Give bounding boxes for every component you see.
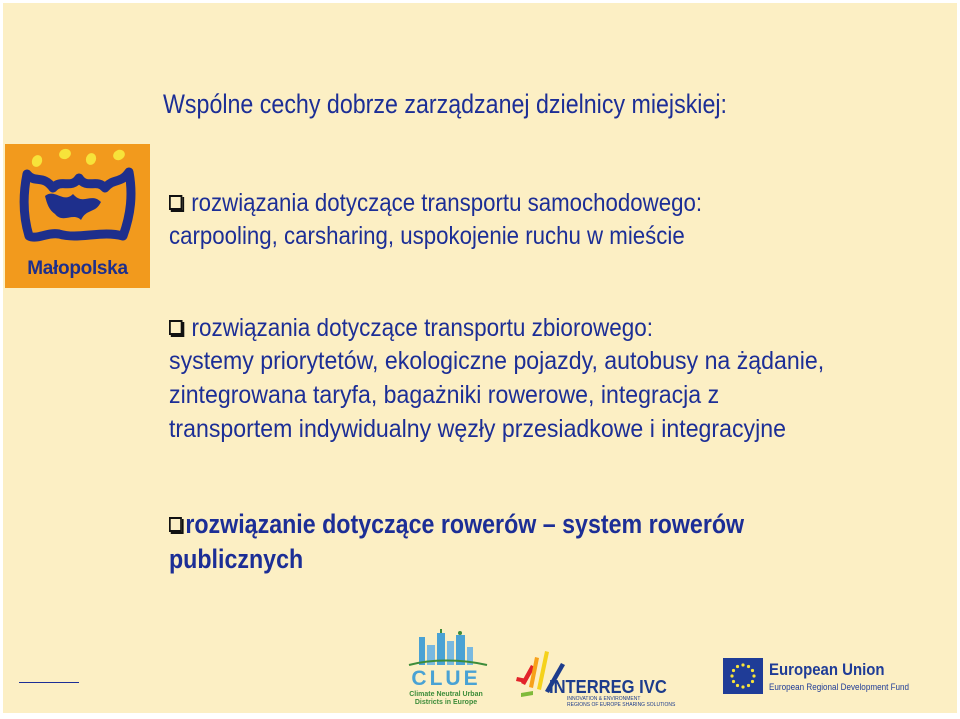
interreg-label: INTERREG IVC bbox=[549, 677, 667, 697]
checkbox-bullet-icon bbox=[169, 320, 183, 335]
eu-fund-label: European Regional Development Fund bbox=[769, 682, 910, 692]
bullet-car-transport bbox=[169, 189, 768, 255]
interreg-logo bbox=[515, 643, 695, 709]
bullet-bicycles bbox=[169, 509, 838, 579]
clue-city-icon bbox=[401, 629, 491, 669]
bullet-text-line: systemy priorytetów, ekologiczne pojazdy, autobusy na żądanie, bbox=[169, 347, 825, 375]
bullet-text-line: carpooling, carsharing, uspokojenie ruchu w mieście bbox=[169, 222, 685, 250]
bullet-text-line: zintegrowana taryfa, bagażniki rowerowe, integracja z bbox=[169, 381, 720, 409]
bullet-heading: rozwiązania dotyczące transportu samochodowego bbox=[191, 189, 696, 217]
eu-flag-icon bbox=[723, 658, 763, 694]
checkbox-bullet-icon bbox=[169, 195, 182, 210]
bullet-heading: rozwiązania dotyczące transportu zbiorowego: bbox=[191, 314, 654, 342]
interreg-subtitle: REGIONS OF EUROPE SHARING SOLUTIONS bbox=[567, 702, 676, 708]
clue-subtitle: Climate Neutral Urban bbox=[409, 691, 483, 698]
bullet-public-transport bbox=[169, 314, 877, 449]
bullet-text-line: publicznych bbox=[169, 544, 304, 574]
malopolska-logo bbox=[5, 144, 150, 288]
slide bbox=[3, 3, 957, 713]
footer-divider bbox=[19, 682, 79, 683]
eu-logo bbox=[723, 658, 910, 698]
interreg-subtitle: INNOVATION & ENVIRONMENT bbox=[567, 696, 641, 702]
malopolska-emblem-icon bbox=[5, 144, 150, 256]
checkbox-bullet-icon bbox=[169, 517, 182, 532]
clue-subtitle: Districts in Europe bbox=[414, 699, 478, 706]
bullet-heading: rozwiązanie dotyczące rowerów – system rowerów bbox=[185, 509, 745, 539]
eu-stars-icon bbox=[723, 658, 763, 694]
eu-label: European Union bbox=[769, 660, 885, 679]
malopolska-label: Małopolska bbox=[27, 258, 128, 279]
clue-label: CLUE bbox=[411, 667, 481, 690]
slide-title: Wspólne cechy dobrze zarządzanej dzielnicy miejskiej: bbox=[163, 89, 727, 119]
bullet-heading-colon: : bbox=[695, 189, 703, 217]
clue-logo bbox=[401, 629, 491, 709]
bullet-text-line: transportem indywidualny węzły przesiadkowe i integracyjne bbox=[169, 415, 786, 443]
